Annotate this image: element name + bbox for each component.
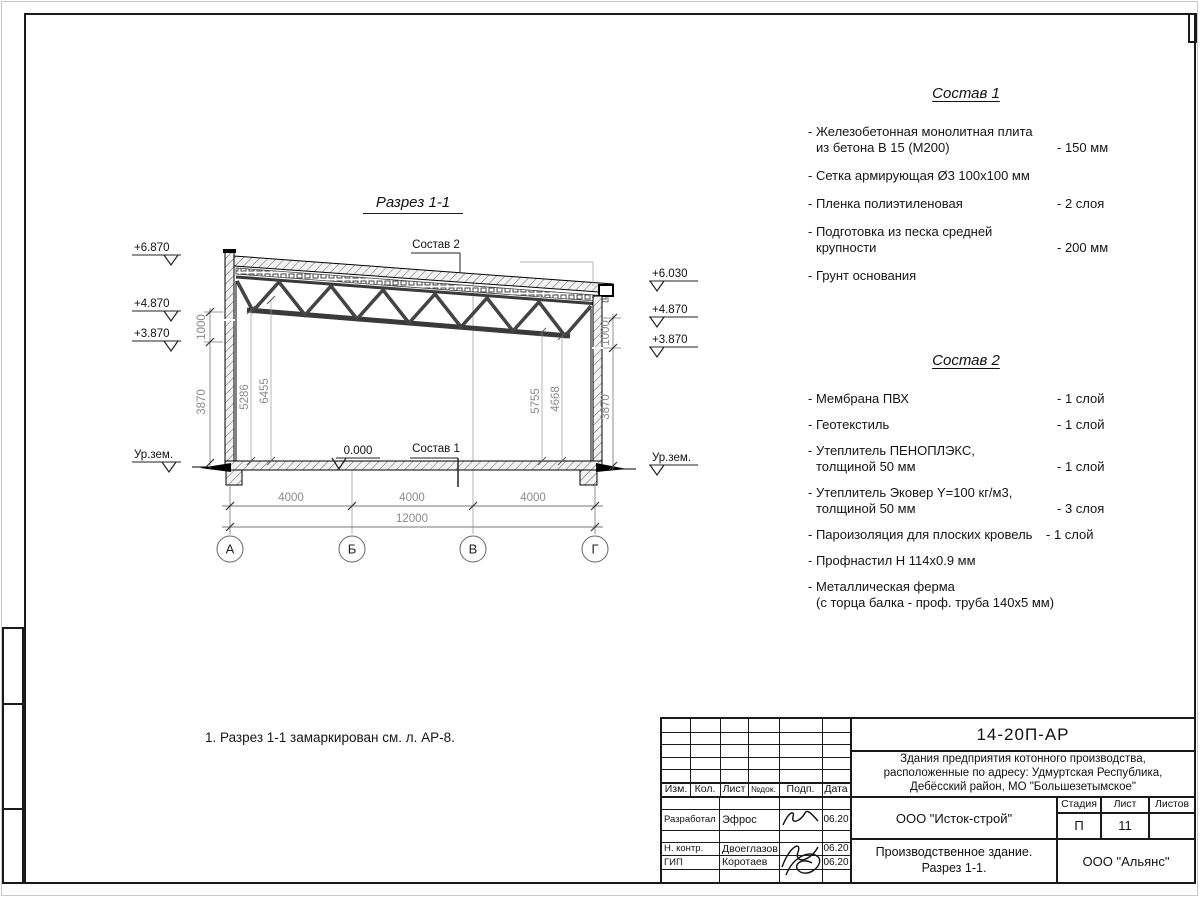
floor-slab	[225, 461, 602, 470]
axis-a: А	[225, 541, 235, 557]
zero-mark-label: 0.000	[343, 445, 373, 457]
dim-right-1000: 1000	[600, 320, 612, 346]
dim-4668: 4668	[550, 386, 562, 412]
row-date: 06.20	[823, 856, 849, 868]
section-title: Разрез 1-1	[363, 194, 463, 214]
svg-text:Состав 2: Состав 2	[412, 239, 460, 251]
org-name: ООО "Исток-строй"	[895, 810, 1013, 826]
elev-right-6030: +6.030	[652, 268, 688, 280]
row-date: 06.20	[823, 843, 849, 854]
drawing-note: 1. Разрез 1-1 замаркирован см. л. АР-8.	[205, 730, 455, 745]
right-footing	[580, 470, 597, 485]
sostav2-leader	[411, 239, 460, 272]
list-item: - Геотекстиль - 1 слой	[808, 417, 1105, 432]
dim-total: 12000	[396, 513, 428, 525]
list-item: - Профнастил Н 114х0.9 мм	[808, 553, 976, 568]
dim-span-1: 4000	[278, 492, 304, 504]
row-role: ГИП	[664, 856, 683, 868]
svg-text:Состав 1: Состав 1	[412, 443, 460, 455]
project-name: Здания предприятия котонного производства, расположенные по адресу: Удмуртская Республика, Дебёсский район, МО "Большезетымское"	[883, 753, 1163, 793]
sostav1-title: Состав 1	[932, 85, 1000, 102]
left-outer-dim	[196, 308, 223, 470]
sostav2-list	[800, 352, 1142, 621]
doc-number: 14-20П-АР	[976, 724, 1070, 744]
row-name: Двоеглазов	[722, 842, 778, 855]
elev-left-4870: +4.870	[134, 298, 170, 310]
sostav2-title: Состав 2	[932, 352, 1000, 369]
elev-right-3870: +3.870	[652, 334, 688, 346]
sostav1-list	[800, 85, 1142, 296]
bottom-dims	[222, 486, 603, 534]
col-ndok: №док.	[751, 784, 776, 794]
title-block	[660, 717, 1196, 884]
ground-label-right: Ур.зем.	[652, 452, 692, 464]
list-item: - Пленка полиэтиленовая - 2 слоя	[808, 196, 1105, 211]
col-podp: Подп.	[786, 783, 815, 795]
stage-label: Стадия	[1061, 798, 1097, 810]
elev-right-4870: +4.870	[652, 304, 688, 316]
list-item: - Железобетонная монолитная плита из бетона В 15 (М200) - 150 мм	[808, 124, 1109, 155]
col-izm: Изм.	[664, 783, 688, 795]
margin-divider	[4, 808, 22, 810]
edge-beam	[599, 285, 613, 296]
dim-5755: 5755	[530, 388, 542, 414]
axis-bubbles	[217, 536, 608, 562]
stage-value: П	[1074, 818, 1084, 833]
sheet-label: Лист	[1113, 798, 1137, 810]
sheet-value: 11	[1118, 818, 1132, 833]
elevation-marks-left	[132, 255, 181, 472]
list-item: - Утеплитель ПЕНОПЛЭКС, толщиной 50 мм - 1 слой	[808, 443, 1105, 474]
left-wall	[225, 252, 234, 470]
list-item: - Пароизоляция для плоских кровель - 1 слой	[808, 527, 1094, 542]
elev-left-3870: +3.870	[134, 328, 170, 340]
left-footing	[226, 470, 242, 485]
list-item: - Грунт основания	[808, 268, 917, 283]
list-item: - Мембрана ПВХ - 1 слой	[808, 391, 1105, 406]
list-item: - Подготовка из песка средней крупности - 200 мм	[808, 224, 1109, 255]
dim-left-3870: 3870	[196, 389, 208, 415]
list-item: - Сетка армирующая Ø3 100х100 мм	[808, 168, 1030, 183]
signature	[780, 807, 822, 830]
list-item: - Утеплитель Эковер Y=100 кг/м3, толщиной 50 мм - 3 слоя	[808, 485, 1105, 516]
row-role: Н. контр.	[664, 843, 704, 854]
axis-b: Б	[347, 541, 357, 557]
col-kol: Кол.	[694, 783, 716, 795]
left-parapet-cap	[223, 249, 236, 253]
col-data: Дата	[824, 783, 848, 795]
dim-6455: 6455	[259, 378, 271, 404]
elev-left-6870: +6.870	[134, 242, 170, 254]
object-name: Производственное здание. Разрез 1-1.	[875, 845, 1033, 875]
col-list: Лист	[722, 783, 746, 795]
sheets-value	[1150, 813, 1194, 838]
dim-right-3870: 3870	[600, 394, 612, 420]
section-drawing	[95, 185, 725, 585]
row-date: 06.20	[823, 814, 849, 825]
row-name: Эфрос	[722, 813, 757, 826]
axis-v: В	[468, 541, 478, 557]
dim-span-2: 4000	[399, 492, 425, 504]
dim-span-3: 4000	[520, 492, 546, 504]
list-item: - Металлическая ферма (с торца балка - проф. труба 140х5 мм)	[808, 579, 1055, 610]
left-margin-boxes	[2, 627, 24, 884]
row-name: Коротаев	[722, 856, 768, 868]
sheets-label: Листов	[1154, 798, 1190, 810]
signature	[778, 839, 824, 881]
top-right-stamp-box	[1188, 13, 1197, 43]
dim-5286: 5286	[239, 384, 251, 410]
company-name: ООО "Альянс"	[1082, 853, 1170, 869]
floor-and-ground	[192, 461, 636, 485]
right-outer-dim	[600, 314, 621, 470]
row-role: Разработал	[664, 814, 716, 825]
ground-label-left: Ур.зем.	[134, 449, 174, 461]
margin-divider	[4, 703, 22, 705]
dim-left-1000: 1000	[196, 314, 208, 340]
axis-g: Г	[591, 541, 599, 557]
